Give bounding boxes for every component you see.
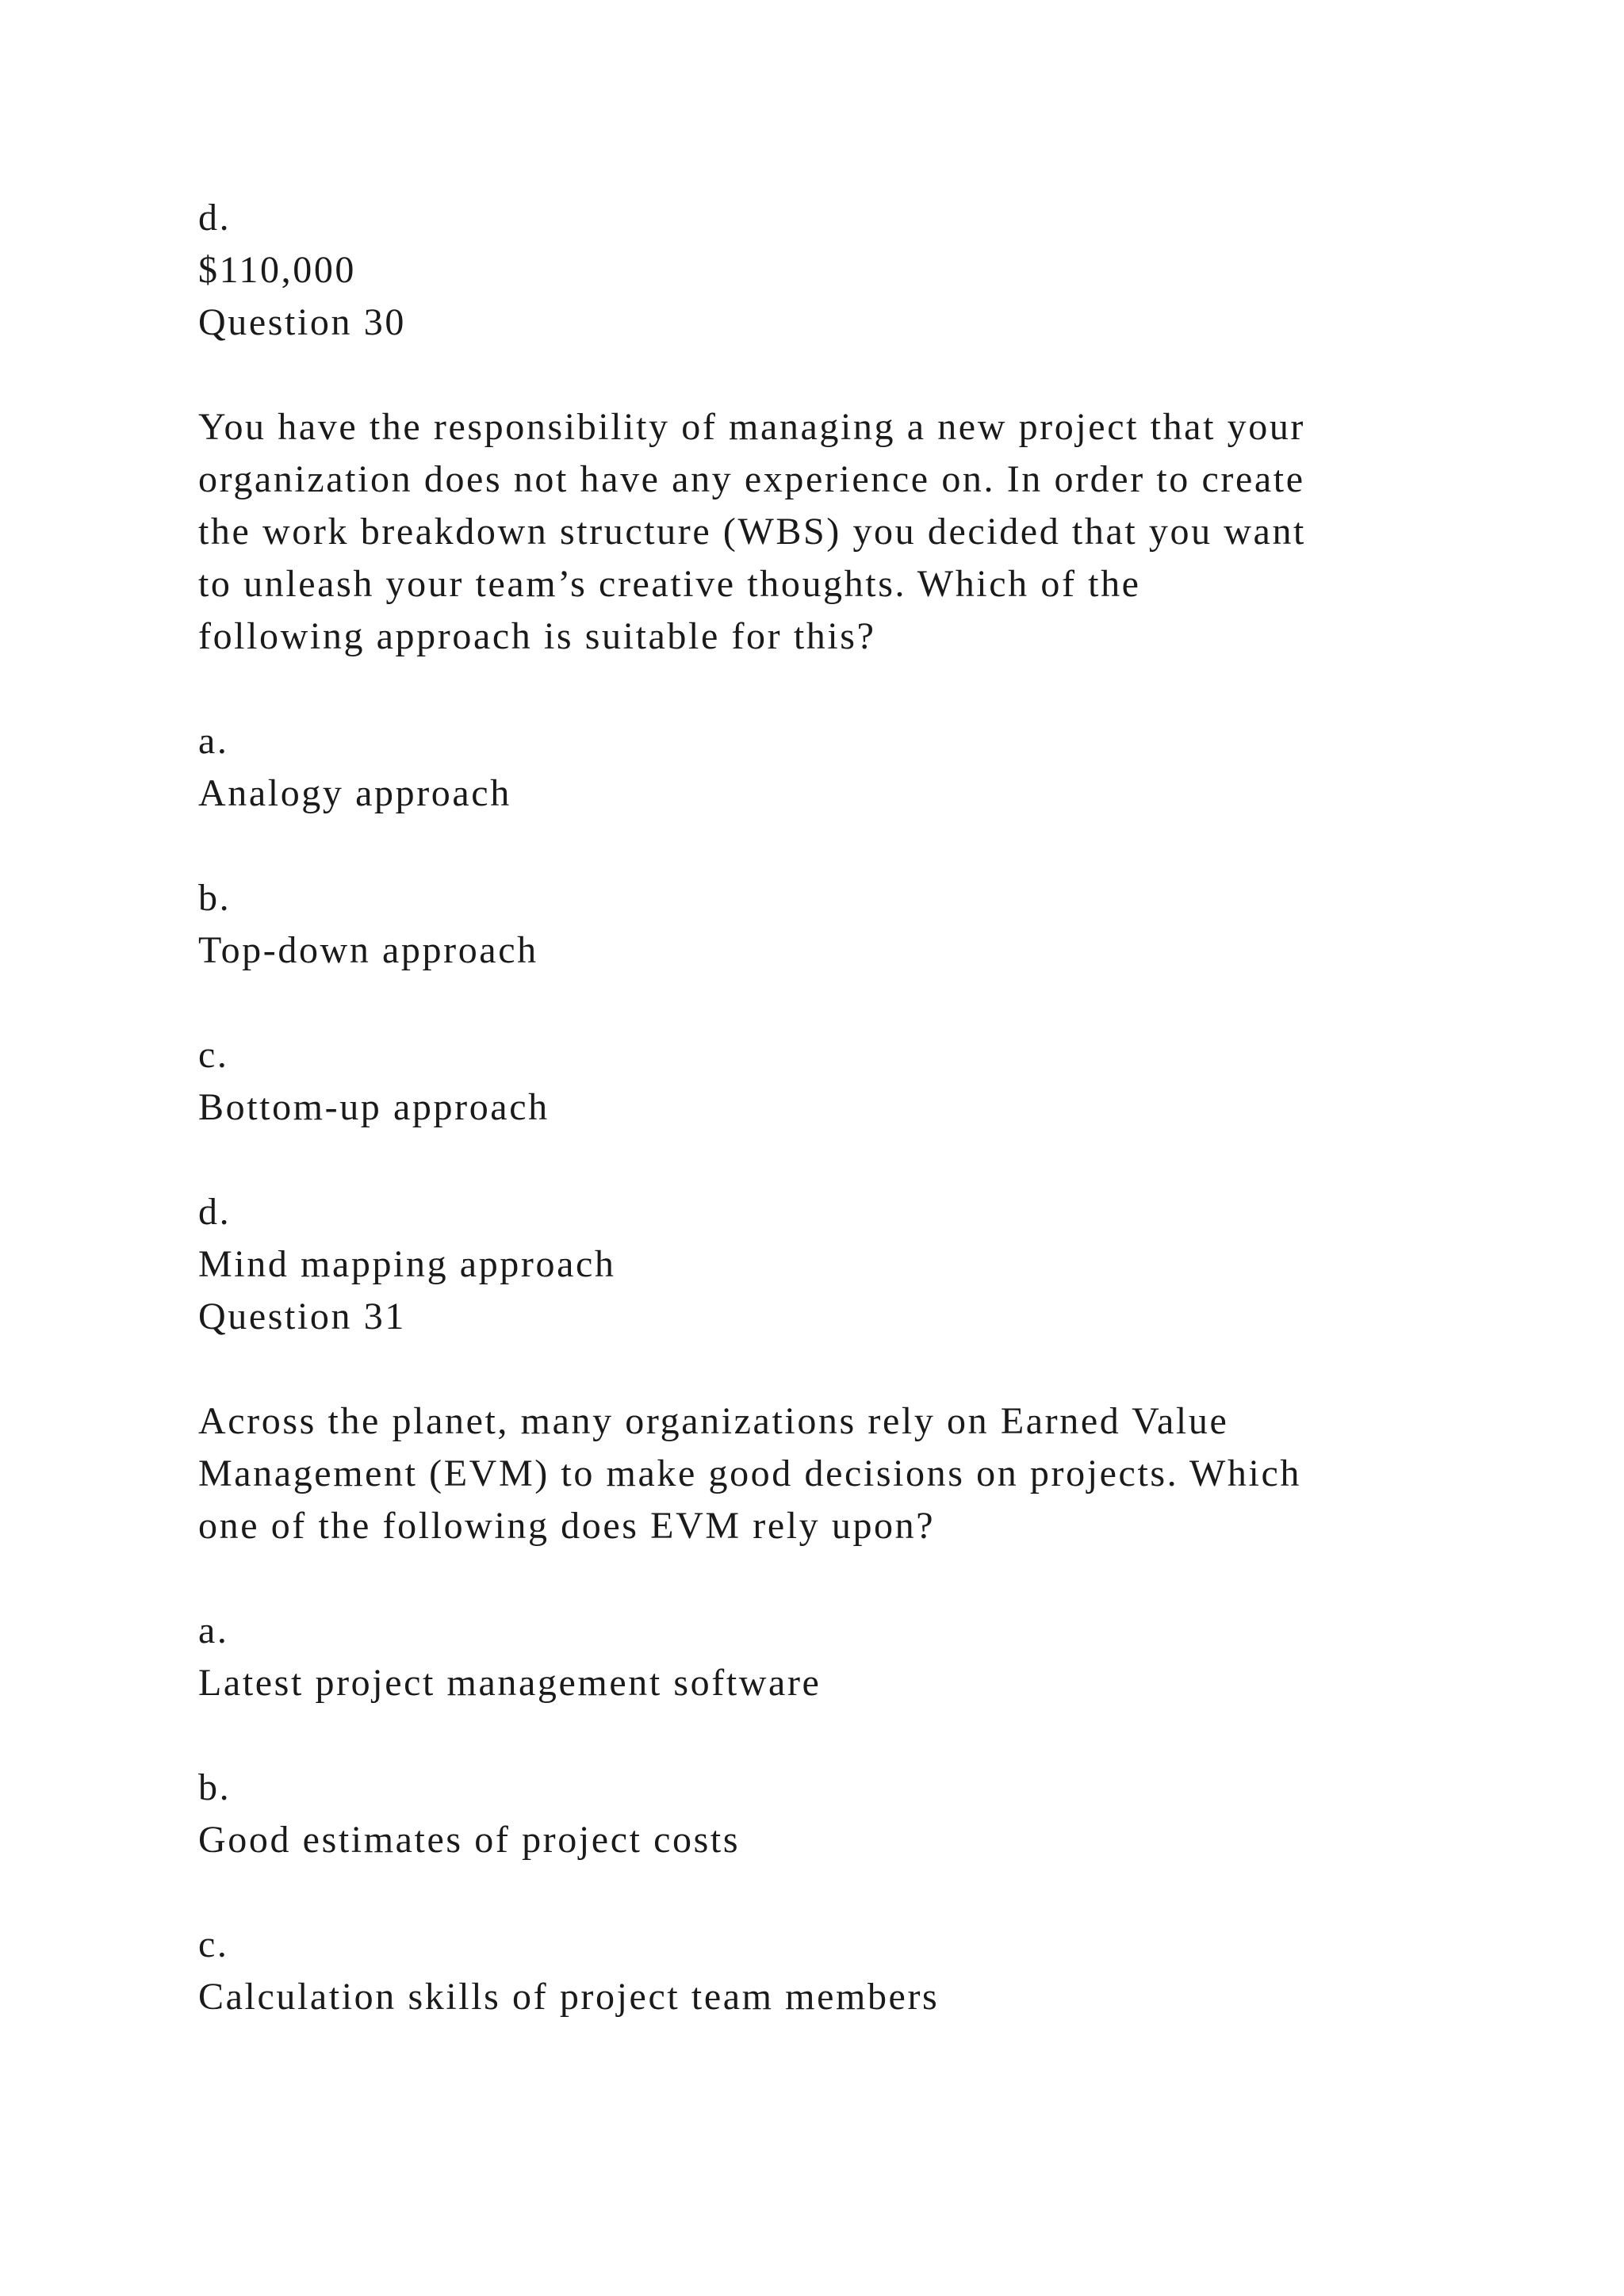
question-heading: Question 31	[198, 1295, 406, 1337]
option-letter: d.	[198, 197, 232, 239]
question-stem-line: the work breakdown structure (WBS) you decided that you want	[198, 511, 1306, 553]
document-page	[198, 192, 1499, 2023]
spacer	[198, 663, 1499, 715]
option-text: Calculation skills of project team members	[198, 1976, 940, 2018]
spacer	[198, 1866, 1499, 1919]
option-text: Latest project management software	[198, 1662, 822, 1704]
spacer	[198, 349, 1499, 401]
question-stem-line: Management (EVM) to make good decisions on projects. Which	[198, 1452, 1301, 1494]
option-letter: b.	[198, 1766, 232, 1808]
option-letter: d.	[198, 1191, 232, 1233]
spacer	[198, 1343, 1499, 1395]
spacer	[198, 1552, 1499, 1605]
option-letter: a.	[198, 720, 229, 762]
option-letter: a.	[198, 1609, 229, 1651]
option-text: Top-down approach	[198, 929, 538, 971]
question-stem-line: to unleash your team’s creative thoughts. Which of the	[198, 563, 1141, 605]
option-text: Mind mapping approach	[198, 1243, 616, 1285]
option-text: Good estimates of project costs	[198, 1819, 741, 1861]
option-text: Bottom-up approach	[198, 1086, 550, 1128]
question-stem-line: following approach is suitable for this?	[198, 615, 876, 657]
question-stem-line: one of the following does EVM rely upon?	[198, 1505, 936, 1547]
option-text: $110,000	[198, 249, 357, 291]
option-letter: b.	[198, 877, 232, 919]
question-stem-line: organization does not have any experience on. In order to create	[198, 458, 1305, 500]
option-text: Analogy approach	[198, 772, 511, 814]
spacer	[198, 1134, 1499, 1186]
spacer	[198, 1709, 1499, 1762]
spacer	[198, 977, 1499, 1029]
spacer	[198, 820, 1499, 872]
question-stem-line: Across the planet, many organizations rely on Earned Value	[198, 1400, 1229, 1442]
option-letter: c.	[198, 1923, 229, 1965]
option-letter: c.	[198, 1034, 229, 1076]
question-heading: Question 30	[198, 301, 406, 343]
question-stem-line: You have the responsibility of managing a new project that your	[198, 406, 1306, 448]
